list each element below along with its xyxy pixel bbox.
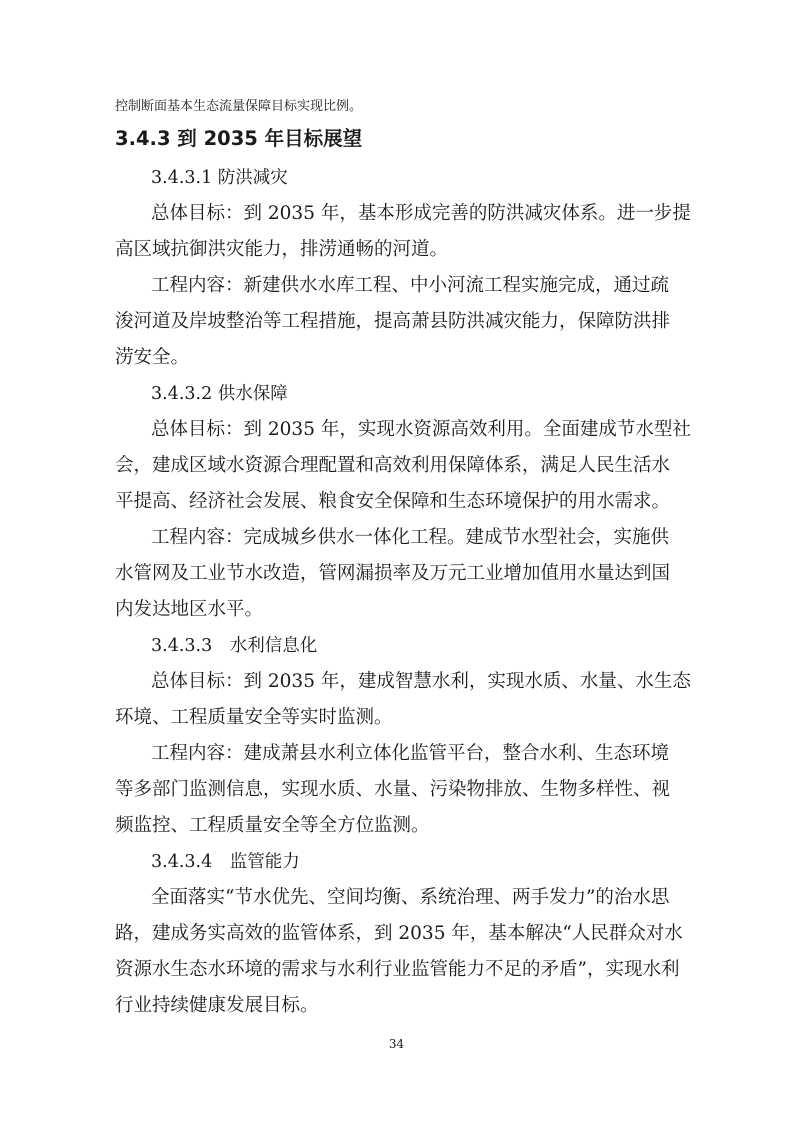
paragraph-line: 平提高、经济社会发展、粮食安全保障和生态环境保护的用水需求。 xyxy=(115,491,671,512)
paragraph-line: 工程内容：完成城乡供水一体化工程。建成节水型社会，实施供 xyxy=(151,527,670,548)
page-number: 34 xyxy=(388,1037,405,1051)
paragraph-line: 行业持续健康发展目标。 xyxy=(115,995,319,1016)
paragraph-line: 内发达地区水平。 xyxy=(115,599,264,620)
paragraph-line: 工程内容：新建供水水库工程、中小河流工程实施完成，通过疏 xyxy=(151,275,670,296)
subsection-title-3: 3.4.3.3 水利信息化 xyxy=(151,636,318,656)
paragraph-line: 浚河道及岸坡整治等工程措施，提高萧县防洪减灾能力，保障防洪排 xyxy=(115,311,671,332)
paragraph-line: 总体目标：到 2035 年，基本形成完善的防洪减灾体系。进一步提 xyxy=(151,203,691,224)
paragraph-line: 总体目标：到 2035 年，实现水资源高效利用。全面建成节水型社 xyxy=(151,419,691,440)
paragraph-line: 总体目标：到 2035 年，建成智慧水利，实现水质、水量、水生态 xyxy=(151,671,691,692)
subsection-title-1: 3.4.3.1 防洪减灾 xyxy=(151,168,288,188)
paragraph-line: 会，建成区域水资源合理配置和高效利用保障体系，满足人民生活水 xyxy=(115,455,671,476)
paragraph-line: 水管网及工业节水改造，管网漏损率及万元工业增加值用水量达到国 xyxy=(115,563,671,584)
subsection-title-2: 3.4.3.2 供水保障 xyxy=(151,384,288,404)
paragraph-line: 频监控、工程质量安全等全方位监测。 xyxy=(115,815,430,836)
section-heading: 3.4.3 到 2035 年目标展望 xyxy=(115,127,363,150)
top-fragment: 控制断面基本生态流量保障目标实现比例。 xyxy=(115,99,363,114)
paragraph-line: 全面落实“节水优先、空间均衡、系统治理、两手发力”的治水思 xyxy=(151,887,670,908)
paragraph-line: 资源水生态水环境的需求与水利行业监管能力不足的矛盾”，实现水利 xyxy=(115,959,680,980)
paragraph-line: 高区域抗御洪灾能力，排涝通畅的河道。 xyxy=(115,239,449,260)
subsection-title-4: 3.4.3.4 监管能力 xyxy=(151,852,300,872)
paragraph-line: 工程内容：建成萧县水利立体化监管平台，整合水利、生态环境 xyxy=(151,743,670,764)
paragraph-line: 环境、工程质量安全等实时监测。 xyxy=(115,707,393,728)
paragraph-line: 涝安全。 xyxy=(115,347,190,368)
paragraph-line: 路，建成务实高效的监管体系，到 2035 年，基本解决“人民群众对水 xyxy=(115,923,683,944)
paragraph-line: 等多部门监测信息，实现水质、水量、污染物排放、生物多样性、视 xyxy=(115,779,671,800)
